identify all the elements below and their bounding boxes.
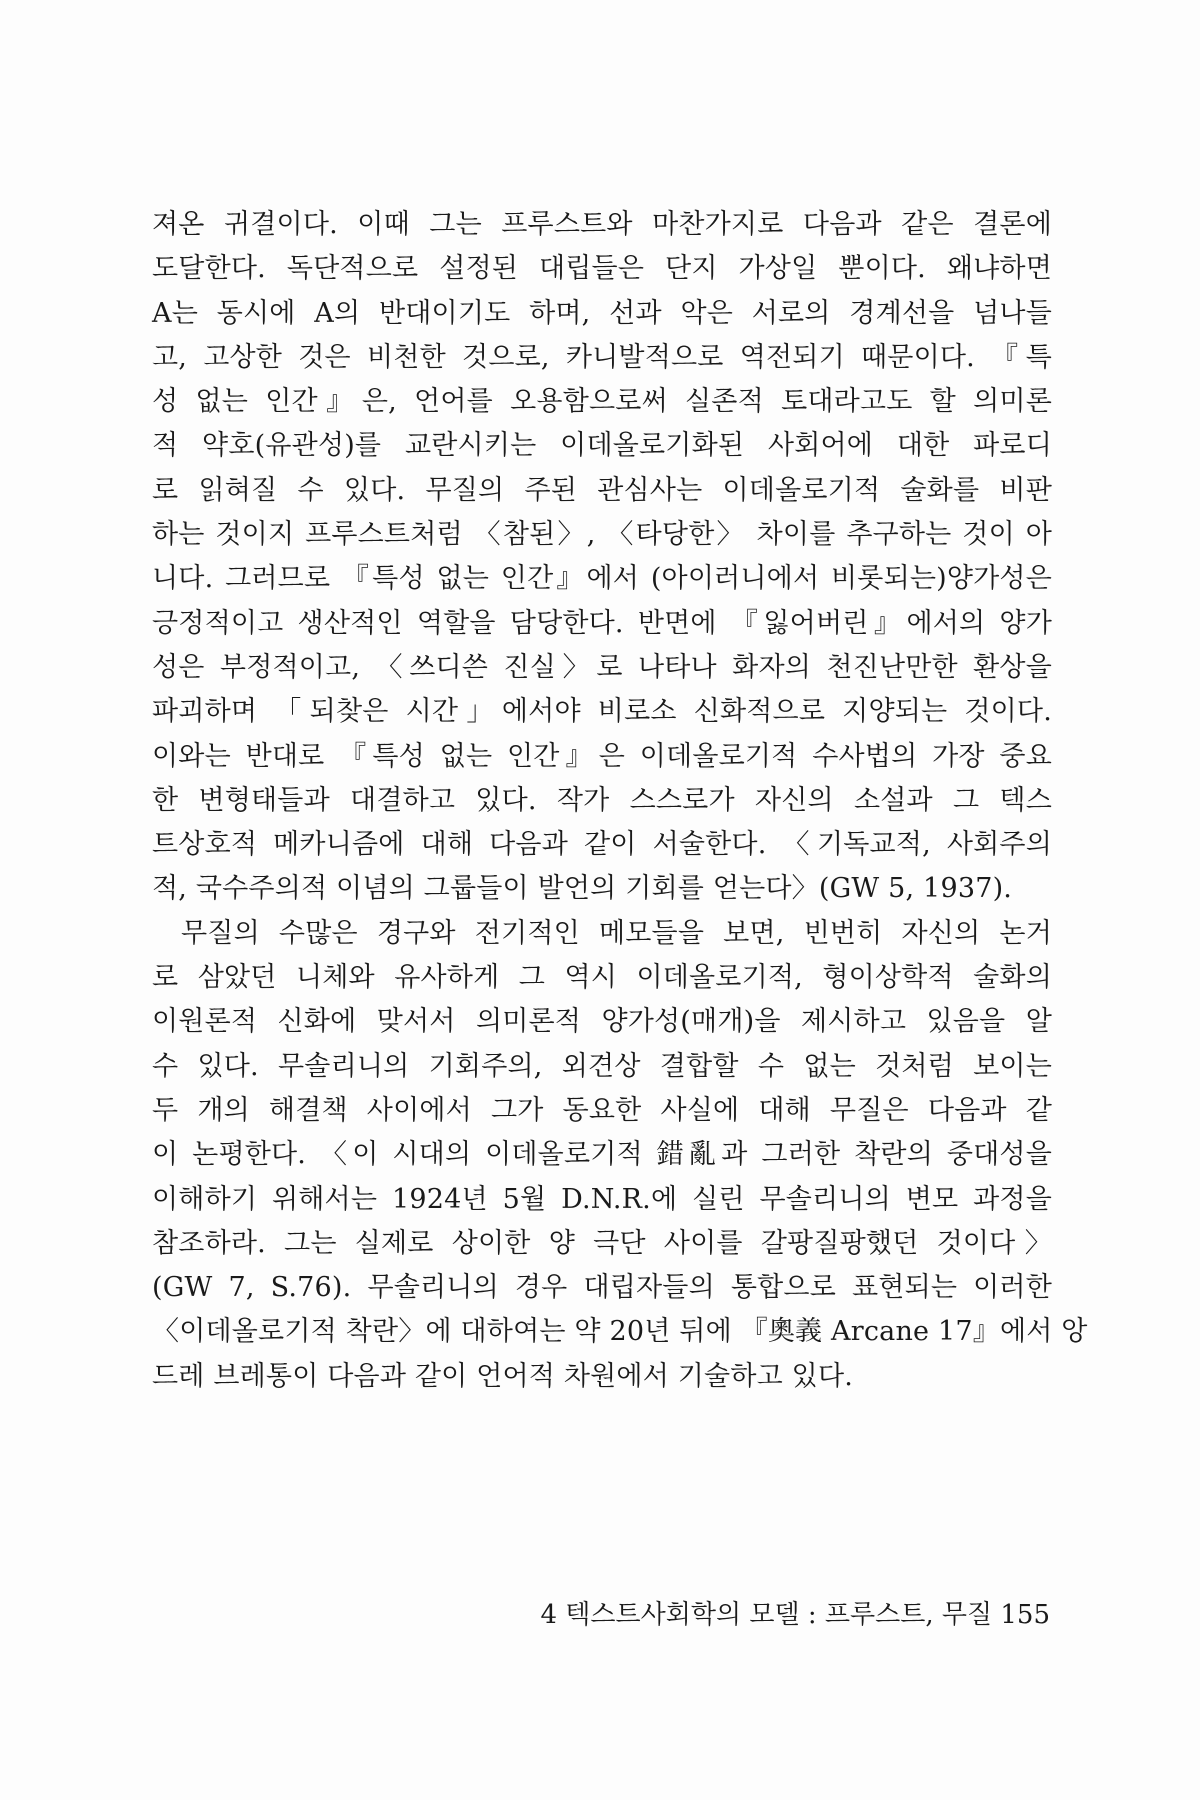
running-footer: 4 텍스트사회학의 모델 : 프루스트, 무질 155	[540, 1600, 1050, 1630]
paragraph-2	[152, 912, 1088, 1399]
text-line: 이원론적 신화에 맞서서 의미론적 양가성(매개)을 제시하고 있음을 알	[152, 1006, 1052, 1038]
text-line: 파괴하며 「되찾은 시간」에서야 비로소 신화적으로 지양되는 것이다.	[152, 696, 1052, 728]
text-line: (GW 7, S.76). 무솔리니의 경우 대립자들의 통합으로 표현되는 이러한	[152, 1272, 1052, 1304]
text-line: 하는 것이지 프루스트처럼 〈참된〉, 〈타당한〉 차이를 추구하는 것이 아	[152, 519, 1052, 551]
text-line: 긍정적이고 생산적인 역할을 담당한다. 반면에 『잃어버린』에서의 양가	[152, 607, 1052, 639]
text-line: 니다. 그러므로 『특성 없는 인간』에서 (아이러니에서 비롯되는)양가성은	[152, 563, 1052, 595]
text-line: 참조하라. 그는 실제로 상이한 양 극단 사이를 갈팡질팡했던 것이다〉	[152, 1227, 1052, 1259]
text-line: 고, 고상한 것은 비천한 것으로, 카니발적으로 역전되기 때문이다. 『특	[152, 341, 1052, 373]
text-line: 드레 브레통이 다음과 같이 언어적 차원에서 기술하고 있다.	[152, 1360, 854, 1392]
text-line: 이해하기 위해서는 1924년 5월 D.N.R.에 실린 무솔리니의 변모 과정을	[152, 1183, 1052, 1215]
text-line: A는 동시에 A의 반대이기도 하며, 선과 악은 서로의 경계선을 넘나들	[152, 297, 1052, 329]
text-line: 로 삼았던 니체와 유사하게 그 역시 이데올로기적, 형이상학적 술화의	[152, 962, 1052, 994]
paragraph-1	[152, 203, 1052, 912]
text-line: 한 변형태들과 대결하고 있다. 작가 스스로가 자신의 소설과 그 텍스	[152, 784, 1052, 816]
text-line: 이 논평한다. 〈이 시대의 이데올로기적 錯亂과 그러한 착란의 중대성을	[152, 1139, 1052, 1171]
text-line: 도달한다. 독단적으로 설정된 대립들은 단지 가상일 뿐이다. 왜냐하면	[152, 253, 1052, 285]
text-line: 이와는 반대로 『특성 없는 인간』은 이데올로기적 수사법의 가장 중요	[152, 740, 1052, 772]
text-line: 무질의 수많은 경구와 전기적인 메모들을 보면, 빈번히 자신의 논거	[181, 917, 1052, 949]
text-line: 적, 국수주의적 이념의 그룹들이 발언의 기회를 얻는다〉(GW 5, 1937).	[152, 873, 1013, 905]
text-line: 트상호적 메카니즘에 대해 다음과 같이 서술한다. 〈기독교적, 사회주의	[152, 829, 1052, 861]
text-line: 성 없는 인간』은, 언어를 오용함으로써 실존적 토대라고도 할 의미론	[152, 386, 1052, 418]
text-line: 져온 귀결이다. 이때 그는 프루스트와 마찬가지로 다음과 같은 결론에	[152, 209, 1052, 240]
text-line: 적 약호(유관성)를 교란시키는 이데올로기화된 사회어에 대한 파로디	[152, 430, 1052, 462]
text-line: 성은 부정적이고, 〈쓰디쓴 진실〉로 나타나 화자의 천진난만한 환상을	[152, 651, 1052, 683]
text-line: 수 있다. 무솔리니의 기회주의, 외견상 결합할 수 없는 것처럼 보이는	[152, 1050, 1052, 1082]
body-text	[152, 203, 1088, 1399]
text-line: 〈이데올로기적 착란〉에 대하여는 약 20년 뒤에 『奧義 Arcane 17』에서 앙	[152, 1316, 1088, 1348]
text-line: 두 개의 해결책 사이에서 그가 동요한 사실에 대해 무질은 다음과 같	[152, 1094, 1052, 1126]
text-line: 로 읽혀질 수 있다. 무질의 주된 관심사는 이데올로기적 술화를 비판	[152, 474, 1052, 506]
